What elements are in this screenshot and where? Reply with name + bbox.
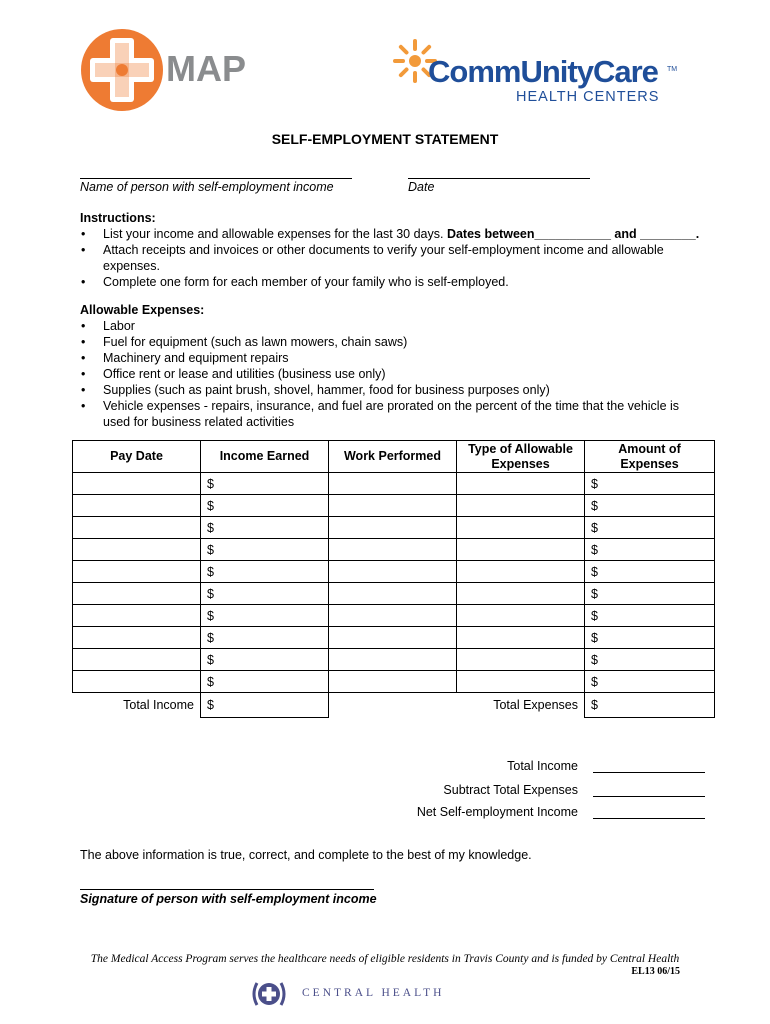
table-row [73, 605, 715, 627]
trademark-mark: TM [667, 66, 678, 73]
signature-line[interactable] [80, 889, 374, 890]
income-expense-table [72, 440, 715, 718]
pay-date-cell[interactable] [73, 671, 201, 693]
expense-type-cell[interactable] [457, 605, 585, 627]
pay-date-cell[interactable] [73, 583, 201, 605]
income-cell[interactable]: $ [201, 473, 329, 495]
dates-between-text: Dates between___________ and ________. [446, 227, 700, 241]
instruction-text: List your income and allowable expenses for the last 30 days. [103, 227, 447, 241]
table-row [73, 539, 715, 561]
map-logo-mark [80, 28, 164, 112]
income-cell[interactable]: $ [201, 649, 329, 671]
table-total-row [73, 693, 715, 718]
work-cell[interactable] [329, 561, 457, 583]
income-cell[interactable]: $ [201, 605, 329, 627]
expense-type-cell[interactable] [457, 671, 585, 693]
table-row [73, 671, 715, 693]
allowable-expenses-section [80, 302, 720, 430]
expense-item: • Vehicle expenses - repairs, insurance, and fuel are prorated on the percent of the time that the vehicle is used for business related activities [80, 398, 693, 430]
page-title: SELF-EMPLOYMENT STATEMENT [271, 131, 499, 147]
expense-amount-cell[interactable]: $ [585, 473, 715, 495]
expense-amount-cell[interactable]: $ [585, 539, 715, 561]
expense-type-cell[interactable] [457, 495, 585, 517]
central-health-cross-icon [250, 980, 288, 1008]
income-cell[interactable]: $ [201, 583, 329, 605]
total-income-label: Total Income [123, 698, 194, 713]
instruction-item [80, 226, 720, 242]
table-row [73, 495, 715, 517]
work-cell[interactable] [329, 473, 457, 495]
pay-date-cell[interactable] [73, 627, 201, 649]
table-row [73, 517, 715, 539]
expense-type-cell[interactable] [457, 539, 585, 561]
income-cell[interactable]: $ [201, 627, 329, 649]
summary-total-income-field[interactable] [593, 772, 705, 773]
total-expenses-cell[interactable]: $ [585, 693, 715, 718]
expense-type-cell[interactable] [457, 583, 585, 605]
work-cell[interactable] [329, 671, 457, 693]
map-logo-text: MAP [166, 48, 246, 89]
expense-item: • Office rent or lease and utilities (business use only) [80, 366, 720, 382]
expense-type-cell[interactable] [457, 561, 585, 583]
signature-label: Signature of person with self-employment income [80, 892, 377, 906]
instructions-heading: Instructions: [80, 211, 156, 225]
work-cell[interactable] [329, 627, 457, 649]
total-expenses-label: Total Expenses [493, 698, 578, 713]
work-cell[interactable] [329, 539, 457, 561]
table-row [73, 473, 715, 495]
summary-total-income-label: Total Income [507, 759, 578, 773]
expense-amount-cell[interactable]: $ [585, 495, 715, 517]
work-cell[interactable] [329, 649, 457, 671]
table-row [73, 649, 715, 671]
table-row [73, 583, 715, 605]
form-code: EL13 06/15 [631, 966, 680, 977]
expense-amount-cell[interactable]: $ [585, 583, 715, 605]
expense-item: • Labor [80, 318, 720, 334]
income-cell[interactable]: $ [201, 539, 329, 561]
expense-amount-cell[interactable]: $ [585, 627, 715, 649]
expense-item: • Fuel for equipment (such as lawn mowers, chain saws) [80, 334, 720, 350]
work-cell[interactable] [329, 605, 457, 627]
income-cell[interactable]: $ [201, 671, 329, 693]
expense-amount-cell[interactable]: $ [585, 561, 715, 583]
col-header-pay-date: Pay Date [73, 441, 201, 473]
col-header-expense-type: Type of Allowable Expenses [457, 441, 585, 473]
expense-amount-cell[interactable]: $ [585, 649, 715, 671]
communitycare-name: CommUnityCare [428, 54, 658, 89]
col-header-work-performed: Work Performed [329, 441, 457, 473]
expense-type-cell[interactable] [457, 473, 585, 495]
table-row [73, 561, 715, 583]
pay-date-cell[interactable] [73, 495, 201, 517]
income-cell[interactable]: $ [201, 561, 329, 583]
income-cell[interactable]: $ [201, 495, 329, 517]
table-header-row [73, 441, 715, 473]
pay-date-cell[interactable] [73, 605, 201, 627]
instructions-section [80, 210, 720, 290]
pay-date-cell[interactable] [73, 649, 201, 671]
name-field-label: Name of person with self-employment income [80, 180, 334, 194]
work-cell[interactable] [329, 495, 457, 517]
col-header-expense-amount: Amount of Expenses [585, 441, 715, 473]
allowable-expenses-heading: Allowable Expenses: [80, 303, 205, 317]
summary-subtract-expenses-label: Subtract Total Expenses [443, 783, 578, 797]
col-header-income-earned: Income Earned [201, 441, 329, 473]
expense-amount-cell[interactable]: $ [585, 605, 715, 627]
table-row [73, 627, 715, 649]
summary-net-income-field[interactable] [593, 818, 705, 819]
program-footer-text: The Medical Access Program serves the healthcare needs of eligible residents in Travis County and is funded by Central Health [90, 953, 680, 965]
expense-item: • Machinery and equipment repairs [80, 350, 720, 366]
name-input-line[interactable] [80, 178, 352, 179]
communitycare-subtitle: HEALTH CENTERS [516, 89, 660, 105]
expense-type-cell[interactable] [457, 517, 585, 539]
central-health-logo [250, 980, 288, 1008]
date-field-label: Date [408, 180, 435, 194]
work-cell[interactable] [329, 517, 457, 539]
summary-subtract-expenses-field[interactable] [593, 796, 705, 797]
total-income-cell[interactable]: $ [201, 693, 329, 718]
expense-type-cell[interactable] [457, 649, 585, 671]
instruction-item: • Attach receipts and invoices or other documents to verify your self-employment income and allowable expenses. [80, 242, 693, 274]
central-health-name: CENTRAL HEALTH [302, 987, 445, 999]
expense-amount-cell[interactable]: $ [585, 671, 715, 693]
pay-date-cell[interactable] [73, 561, 201, 583]
summary-net-income-label: Net Self-employment Income [416, 805, 578, 819]
expense-amount-cell[interactable]: $ [585, 517, 715, 539]
date-input-line[interactable] [408, 178, 590, 179]
pay-date-cell[interactable] [73, 473, 201, 495]
instruction-item: • Complete one form for each member of your family who is self-employed. [80, 274, 720, 290]
pay-date-cell[interactable] [73, 517, 201, 539]
expense-type-cell[interactable] [457, 627, 585, 649]
income-cell[interactable]: $ [201, 517, 329, 539]
attestation-text: The above information is true, correct, and complete to the best of my knowledge. [80, 848, 532, 862]
expense-item: • Supplies (such as paint brush, shovel, hammer, food for business purposes only) [80, 382, 720, 398]
work-cell[interactable] [329, 583, 457, 605]
pay-date-cell[interactable] [73, 539, 201, 561]
